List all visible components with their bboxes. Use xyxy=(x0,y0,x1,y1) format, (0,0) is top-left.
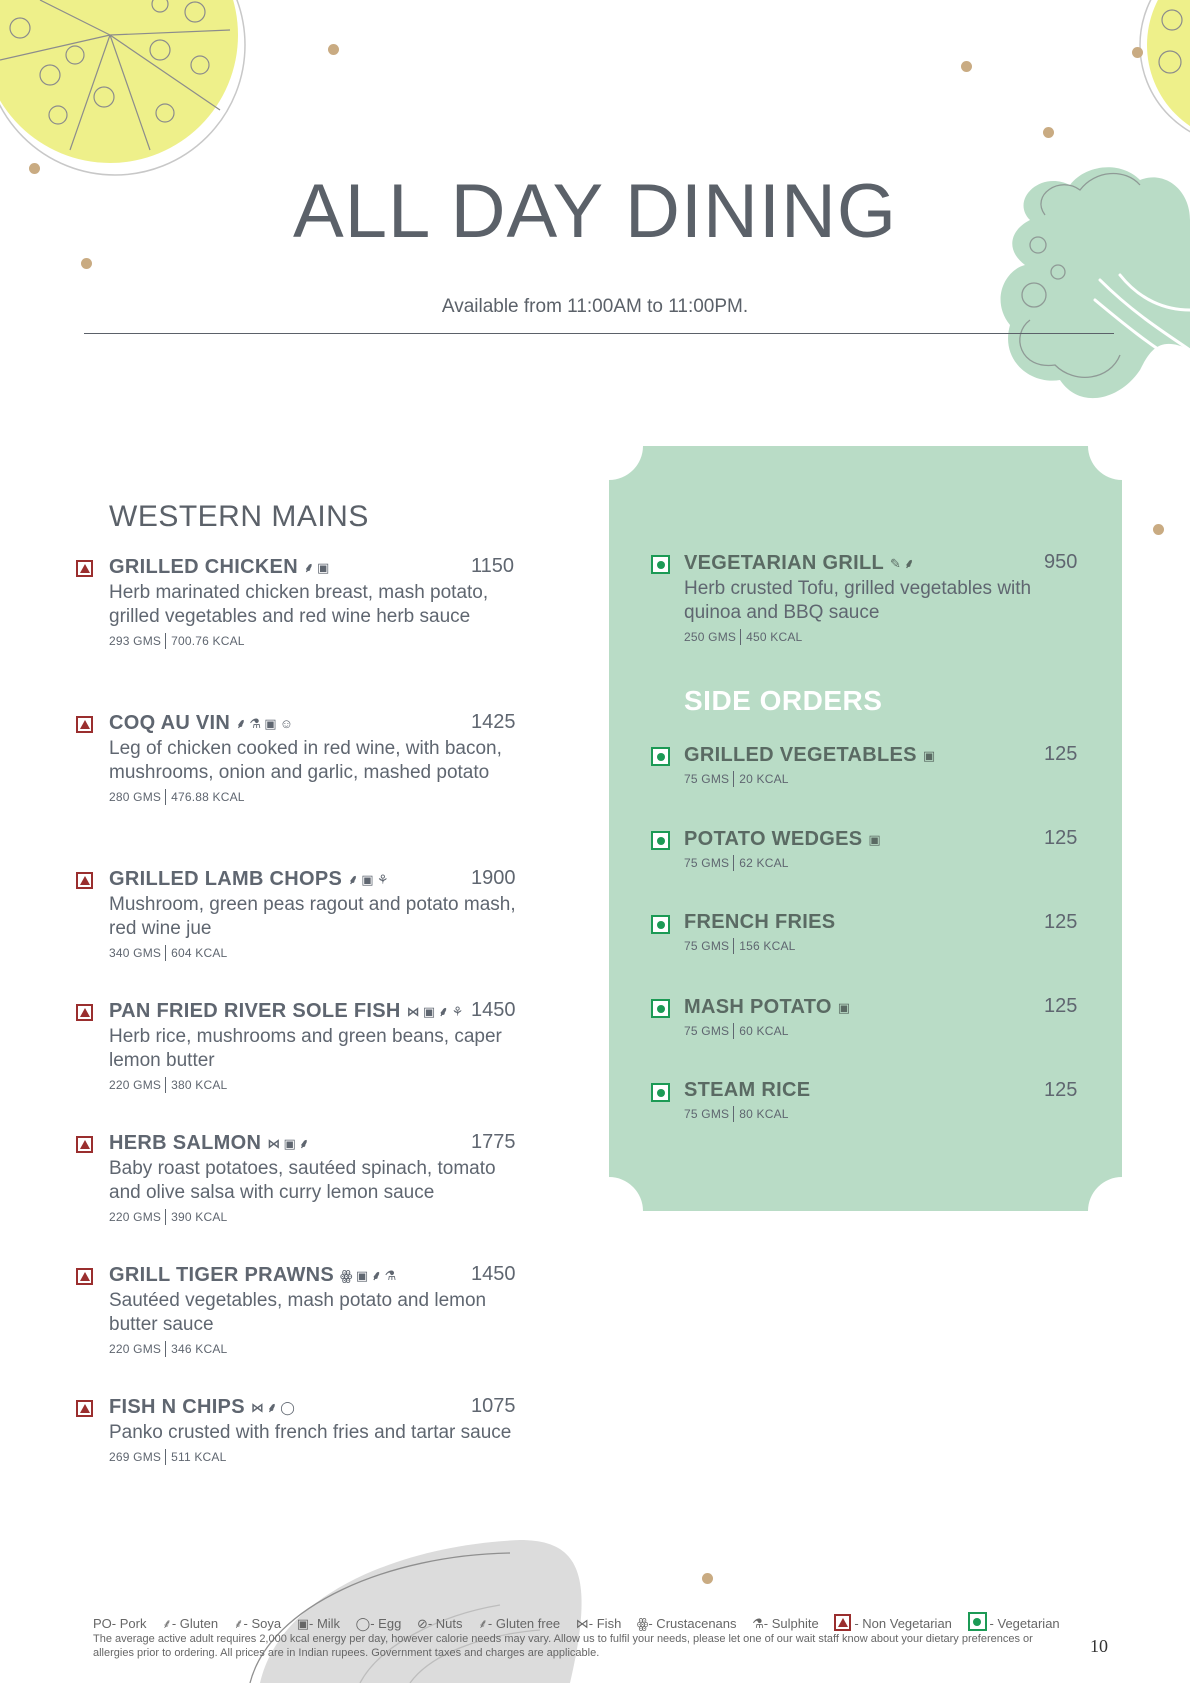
nutrition-separator xyxy=(733,1106,734,1122)
gluten-free-icon: ⸙ xyxy=(478,1616,488,1631)
legend-egg: - Egg xyxy=(370,1616,402,1631)
item-price: 1075 xyxy=(471,1395,516,1417)
fish-icon: ⋈ xyxy=(250,1400,265,1415)
item-nutrition xyxy=(684,771,1084,787)
item-nutrition xyxy=(109,1341,529,1357)
milk-icon: ▣ xyxy=(922,748,936,763)
legend-soya: - Soya xyxy=(243,1616,282,1631)
veg-icon xyxy=(968,1612,987,1631)
gluten-icon: ⸙ xyxy=(371,1268,382,1283)
allergen-icons xyxy=(890,551,917,574)
item-name: GRILLED VEGETABLES xyxy=(684,744,917,766)
item-weight: 75 GMS xyxy=(684,1024,730,1038)
allergen-icons xyxy=(868,827,884,850)
decorative-dot xyxy=(702,1573,713,1584)
item-nutrition xyxy=(109,633,529,649)
gluten-icon: ⸙ xyxy=(904,556,915,571)
bread-decoration xyxy=(240,1535,600,1683)
side-orders-heading: SIDE ORDERS xyxy=(684,685,883,716)
nutrition-separator xyxy=(165,1449,166,1465)
item-nutrition xyxy=(684,938,1084,954)
veg-icon xyxy=(651,747,670,766)
item-name: FRENCH FRIES xyxy=(684,911,836,933)
milk-icon: ▣ xyxy=(361,872,374,887)
soya-icon: ✎ xyxy=(890,556,902,571)
menu-item xyxy=(684,743,1084,787)
milk-icon: ▣ xyxy=(868,832,881,847)
item-nutrition xyxy=(684,855,1084,871)
gluten-icon: ⸙ xyxy=(438,1004,449,1019)
crustacean-icon: ꙮ xyxy=(636,1616,649,1631)
sulphite-icon: ⚗ xyxy=(249,716,262,731)
legend-crustaceans: - Crustacenans xyxy=(648,1616,737,1631)
item-price: 1775 xyxy=(471,1131,516,1153)
item-kcal: 604 KCAL xyxy=(171,946,228,960)
menu-item xyxy=(684,911,1084,954)
item-price: 1150 xyxy=(471,555,515,577)
legend-non-veg: - Non Vegetarian xyxy=(854,1616,952,1631)
calorie-footnote: The average active adult requires 2,000 kcal energy per day, however calorie needs may vary. Allow us to fulfil your needs, please let one of our wait staff know about your dietary preferences or allergies prior to ordering. All prices are in Indian rupees. Government taxes and charges are applicable. xyxy=(93,1633,1033,1659)
menu-item xyxy=(684,995,1084,1039)
gluten-icon: ⸙ xyxy=(162,1616,172,1631)
milk-icon: ▣ xyxy=(296,1616,309,1631)
item-kcal: 511 KCAL xyxy=(171,1450,227,1464)
veg-icon xyxy=(651,999,670,1018)
item-description: Herb marinated chicken breast, mash potato, grilled vegetables and red wine herb sauce xyxy=(109,582,489,627)
menu-item xyxy=(684,1079,1084,1122)
sulphite-icon: ⚗ xyxy=(752,1616,764,1631)
item-price: 125 xyxy=(1044,743,1078,765)
legend-fish: - Fish xyxy=(588,1616,622,1631)
fish-icon: ⋈ xyxy=(575,1616,589,1631)
item-name: GRILLED LAMB CHOPS xyxy=(109,868,343,890)
item-nutrition xyxy=(109,789,529,805)
nuts-icon: ⊘ xyxy=(416,1616,428,1631)
egg-icon: ◯ xyxy=(280,1400,296,1415)
non-veg-icon xyxy=(76,560,93,577)
item-weight: 220 GMS xyxy=(109,1210,162,1224)
decorative-dot xyxy=(961,61,972,72)
menu-item xyxy=(109,999,529,1093)
allergen-icons xyxy=(923,743,939,766)
legend-gluten-free: - Gluten free xyxy=(487,1616,561,1631)
item-nutrition xyxy=(684,1023,1084,1039)
allergen-icons xyxy=(348,867,392,890)
veg-icon xyxy=(651,831,670,850)
nutrition-separator xyxy=(733,938,734,954)
pork-icon: ☺ xyxy=(279,716,294,731)
item-nutrition xyxy=(684,629,1084,645)
item-description: Panko crusted with french fries and tartar sauce xyxy=(109,1422,512,1443)
soya-icon: ⸙ xyxy=(233,1616,244,1631)
item-kcal: 476.88 KCAL xyxy=(171,790,245,804)
item-weight: 340 GMS xyxy=(109,946,162,960)
allergen-icons xyxy=(251,1395,298,1418)
item-weight: 75 GMS xyxy=(684,856,730,870)
mushroom-icon: ⚘ xyxy=(376,872,389,887)
item-name: GRILL TIGER PRAWNS xyxy=(109,1264,335,1286)
nutrition-separator xyxy=(165,1341,166,1357)
item-price: 125 xyxy=(1044,911,1078,933)
non-veg-icon xyxy=(76,716,93,733)
item-price: 1425 xyxy=(471,711,516,733)
allergen-icons xyxy=(304,555,333,578)
item-kcal: 60 KCAL xyxy=(739,1024,789,1038)
item-weight: 280 GMS xyxy=(109,790,162,804)
legend-nuts: - Nuts xyxy=(427,1616,463,1631)
item-price: 125 xyxy=(1044,1079,1078,1101)
item-kcal: 156 KCAL xyxy=(739,939,796,953)
nutrition-separator xyxy=(733,855,734,871)
item-weight: 75 GMS xyxy=(684,939,730,953)
item-name: FISH N CHIPS xyxy=(109,1396,245,1418)
veg-icon xyxy=(651,555,670,574)
non-veg-icon xyxy=(834,1614,851,1631)
veg-icon xyxy=(651,1083,670,1102)
nutrition-separator xyxy=(165,1209,166,1225)
egg-icon: ◯ xyxy=(355,1616,371,1631)
menu-item xyxy=(109,1131,529,1225)
non-veg-icon xyxy=(76,1004,93,1021)
menu-item xyxy=(109,1263,529,1357)
item-kcal: 62 KCAL xyxy=(739,856,789,870)
nutrition-separator xyxy=(165,1077,166,1093)
item-name: VEGETARIAN GRILL xyxy=(684,552,884,574)
non-veg-icon xyxy=(76,1400,93,1417)
milk-icon: ▣ xyxy=(264,716,277,731)
item-nutrition xyxy=(109,1209,529,1225)
menu-item xyxy=(684,551,1084,645)
lemon-decoration-right xyxy=(1130,0,1190,140)
item-weight: 75 GMS xyxy=(684,772,730,786)
menu-item xyxy=(109,555,529,649)
nutrition-separator xyxy=(165,789,166,805)
item-weight: 269 GMS xyxy=(109,1450,162,1464)
western-mains-heading: WESTERN MAINS xyxy=(109,500,369,533)
item-name: GRILLED CHICKEN xyxy=(109,556,298,578)
legend-pork: PO- Pork xyxy=(93,1616,147,1631)
lemon-decoration-left xyxy=(0,0,270,180)
item-name: MASH POTATO xyxy=(684,996,832,1018)
item-weight: 220 GMS xyxy=(109,1342,162,1356)
item-description: Herb crusted Tofu, grilled vegetables with quinoa and BBQ sauce xyxy=(684,578,1032,623)
item-name: HERB SALMON xyxy=(109,1132,262,1154)
decorative-dot xyxy=(1043,127,1054,138)
item-description: Sautéed vegetables, mash potato and lemon butter sauce xyxy=(109,1290,487,1335)
item-description: Mushroom, green peas ragout and potato mash, red wine jue xyxy=(109,894,516,939)
item-nutrition xyxy=(109,1077,529,1093)
item-price: 125 xyxy=(1044,995,1078,1017)
item-weight: 250 GMS xyxy=(684,630,737,644)
item-name: STEAM RICE xyxy=(684,1079,811,1101)
legend-veg: - Vegetarian xyxy=(989,1616,1060,1631)
item-kcal: 700.76 KCAL xyxy=(171,634,245,648)
item-kcal: 20 KCAL xyxy=(739,772,789,786)
item-description: Herb rice, mushrooms and green beans, caper lemon butter xyxy=(109,1026,502,1071)
allergen-icons xyxy=(340,1263,399,1286)
veg-icon xyxy=(651,915,670,934)
item-price: 1450 xyxy=(471,999,516,1021)
allergen-legend xyxy=(93,1612,1072,1632)
item-kcal: 380 KCAL xyxy=(171,1078,228,1092)
gluten-icon: ⸙ xyxy=(303,560,315,575)
item-kcal: 390 KCAL xyxy=(171,1210,228,1224)
non-veg-icon xyxy=(76,1268,93,1285)
item-nutrition xyxy=(684,1106,1084,1122)
gluten-icon: ⸙ xyxy=(267,1400,278,1415)
menu-item xyxy=(684,827,1084,871)
allergen-icons xyxy=(267,1131,312,1154)
allergen-icons xyxy=(407,999,467,1022)
nutrition-separator xyxy=(165,633,166,649)
item-price: 1450 xyxy=(471,1263,516,1285)
page-title: ALL DAY DINING xyxy=(293,169,897,254)
allergen-icons xyxy=(236,711,296,734)
item-kcal: 346 KCAL xyxy=(171,1342,228,1356)
page-number: 10 xyxy=(1090,1636,1108,1656)
item-price: 1900 xyxy=(471,867,516,889)
decorative-dot xyxy=(1153,524,1164,535)
nutrition-separator xyxy=(733,771,734,787)
gluten-icon: ⸙ xyxy=(236,716,247,731)
item-name: PAN FRIED RIVER SOLE FISH xyxy=(109,1000,401,1022)
item-price: 950 xyxy=(1044,551,1078,573)
item-nutrition xyxy=(109,945,529,961)
sulphite-icon: ⚗ xyxy=(384,1268,397,1283)
gluten-icon: ⸙ xyxy=(299,1136,310,1151)
nutrition-separator xyxy=(740,629,741,645)
item-weight: 220 GMS xyxy=(109,1078,162,1092)
legend-sulphite: - Sulphite xyxy=(763,1616,819,1631)
fish-icon: ⋈ xyxy=(267,1136,281,1151)
gluten-icon: ⸙ xyxy=(348,872,359,887)
milk-icon: ▣ xyxy=(283,1136,297,1151)
non-veg-icon xyxy=(76,1136,93,1153)
milk-icon: ▣ xyxy=(837,1000,851,1015)
item-kcal: 80 KCAL xyxy=(739,1107,789,1121)
nutrition-separator xyxy=(733,1023,734,1039)
item-description: Baby roast potatoes, sautéed spinach, tomato and olive salsa with curry lemon sauce xyxy=(109,1158,496,1203)
menu-item xyxy=(109,867,529,961)
allergen-icons xyxy=(838,995,854,1018)
non-veg-icon xyxy=(76,872,93,889)
item-price: 125 xyxy=(1044,827,1078,849)
crustacean-icon: ꙮ xyxy=(340,1268,353,1283)
item-name: COQ AU VIN xyxy=(109,712,231,734)
milk-icon: ▣ xyxy=(317,560,330,575)
milk-icon: ▣ xyxy=(422,1004,436,1019)
mushroom-icon: ⚘ xyxy=(451,1004,464,1019)
item-weight: 75 GMS xyxy=(684,1107,730,1121)
decorative-dot xyxy=(1132,47,1143,58)
milk-icon: ▣ xyxy=(355,1268,369,1283)
legend-milk: - Milk xyxy=(309,1616,341,1631)
item-description: Leg of chicken cooked in red wine, with bacon, mushrooms, onion and garlic, mashed potato xyxy=(109,738,502,783)
item-kcal: 450 KCAL xyxy=(746,630,803,644)
fish-icon: ⋈ xyxy=(406,1004,420,1019)
legend-gluten: - Gluten xyxy=(171,1616,219,1631)
availability-hours: Available from 11:00AM to 11:00PM. xyxy=(441,296,749,317)
decorative-dot xyxy=(81,258,92,269)
decorative-dot xyxy=(328,44,339,55)
item-name: POTATO WEDGES xyxy=(684,828,863,850)
header-divider xyxy=(84,333,1114,334)
item-weight: 293 GMS xyxy=(109,634,162,648)
nutrition-separator xyxy=(165,945,166,961)
item-nutrition xyxy=(109,1449,529,1465)
menu-item xyxy=(109,1395,529,1465)
menu-item xyxy=(109,711,529,805)
